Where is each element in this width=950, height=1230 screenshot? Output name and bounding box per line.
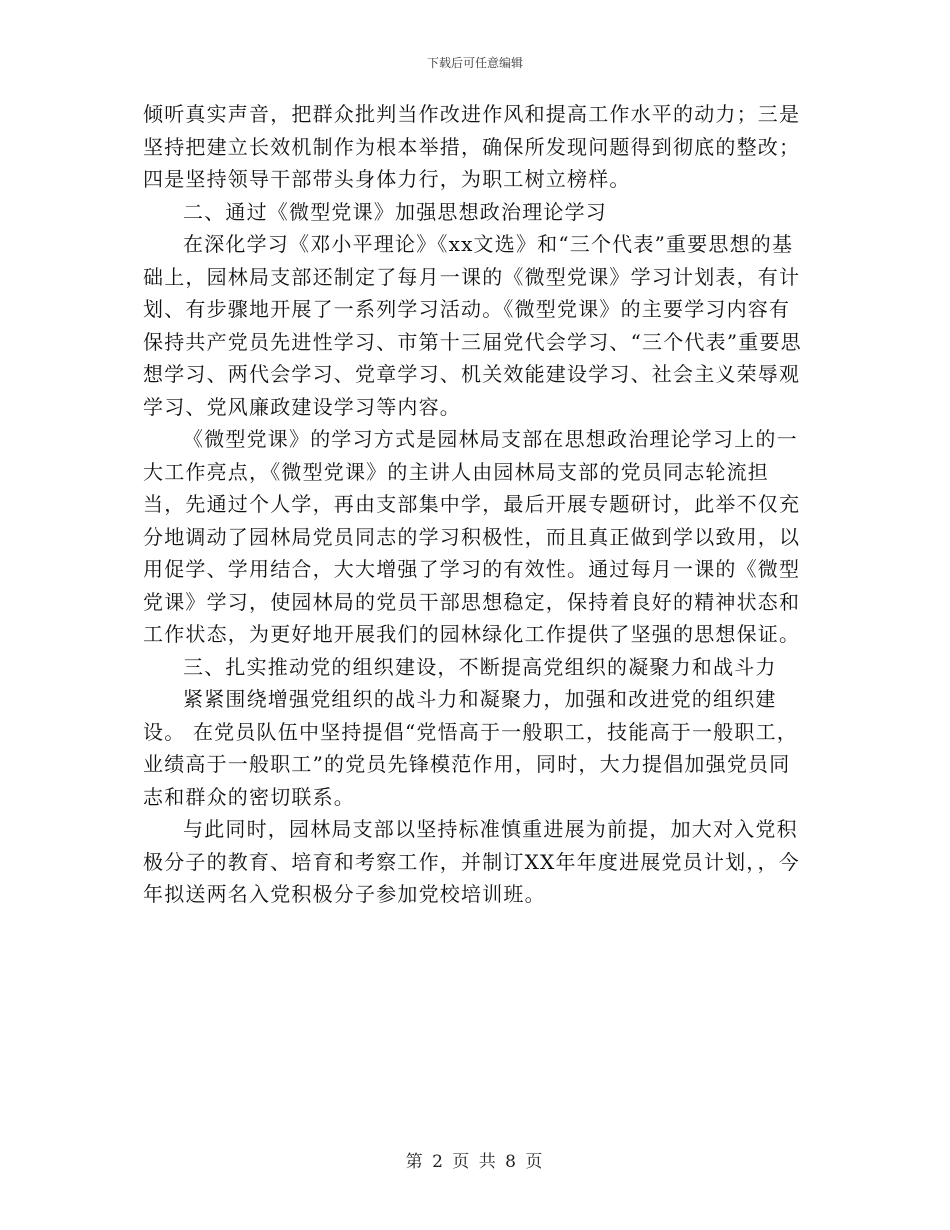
paragraph-4: 《微型党课》的学习方式是园林局支部在思想政治理论学习上的一大工作亮点，《微型党课》的主讲人由园林局支部的党员同志轮流担当，先通过个人学，再由支部集中学，最后开展专题研讨，此举不仅充分地调动了园林局党员同志的学习积极性，而且真正做到学以致用，以用促学、学用结合，大大增强了学习的有效性。通过每月一课的《微型党课》学习，使园林局的党员干部思想稳定，保持着良好的精神状态和工作状态，为更好地开展我们的园林绿化工作提供了坚强的思想保证。 <box>143 427 801 646</box>
section-heading-3: 三、扎实推动党的组织建设，不断提高党组织的凝聚力和战斗力 <box>183 654 777 679</box>
document-body <box>143 98 811 911</box>
paragraph-1: 倾听真实声音，把群众批判当作改进作风和提高工作水平的动力；三是坚持把建立长效机制作为根本举措，确保所发现问题得到彻底的整改；四是坚持领导干部带头身体力行，为职工树立榜样。 <box>143 102 801 191</box>
section-heading-2: 二、通过《微型党课》加强思想政治理论学习 <box>183 199 607 224</box>
paragraph-7: 与此同时，园林局支部以坚持标准慎重进展为前提，加大对入党积极分子的教育、培育和考察工作，并制订XX年年度进展党员计划，，今年拟送两名入党积极分子参加党校培训班。 <box>143 817 800 906</box>
page-header: 下载后可任意编辑 <box>426 56 523 70</box>
page-footer: 第 2 页 共 8 页 <box>405 1152 545 1172</box>
paragraph-3: 在深化学习《邓小平理论》《xx文选》和“三个代表”重要思想的基础上，园林局支部还制定了每月一课的《微型党课》学习计划表，有计划、有步骤地开展了一系列学习活动。《微型党课》的主要学习内容有保持共产党员先进性学习、市第十三届党代会学习、“三个代表”重要思想学习、两代会学习、党章学习、机关效能建设学习、社会主义荣辱观学习、党风廉政建设学习等内容。 <box>143 232 802 419</box>
paragraph-6: 紧紧围绕增强党组织的战斗力和凝聚力，加强和改进党的组织建设。 在党员队伍中坚持提倡“党悟高于一般职工，技能高于一般职工，业绩高于一般职工”的党员先锋模范作用，同时，大力提倡加强党员同志和群众的密切联系。 <box>143 687 798 809</box>
